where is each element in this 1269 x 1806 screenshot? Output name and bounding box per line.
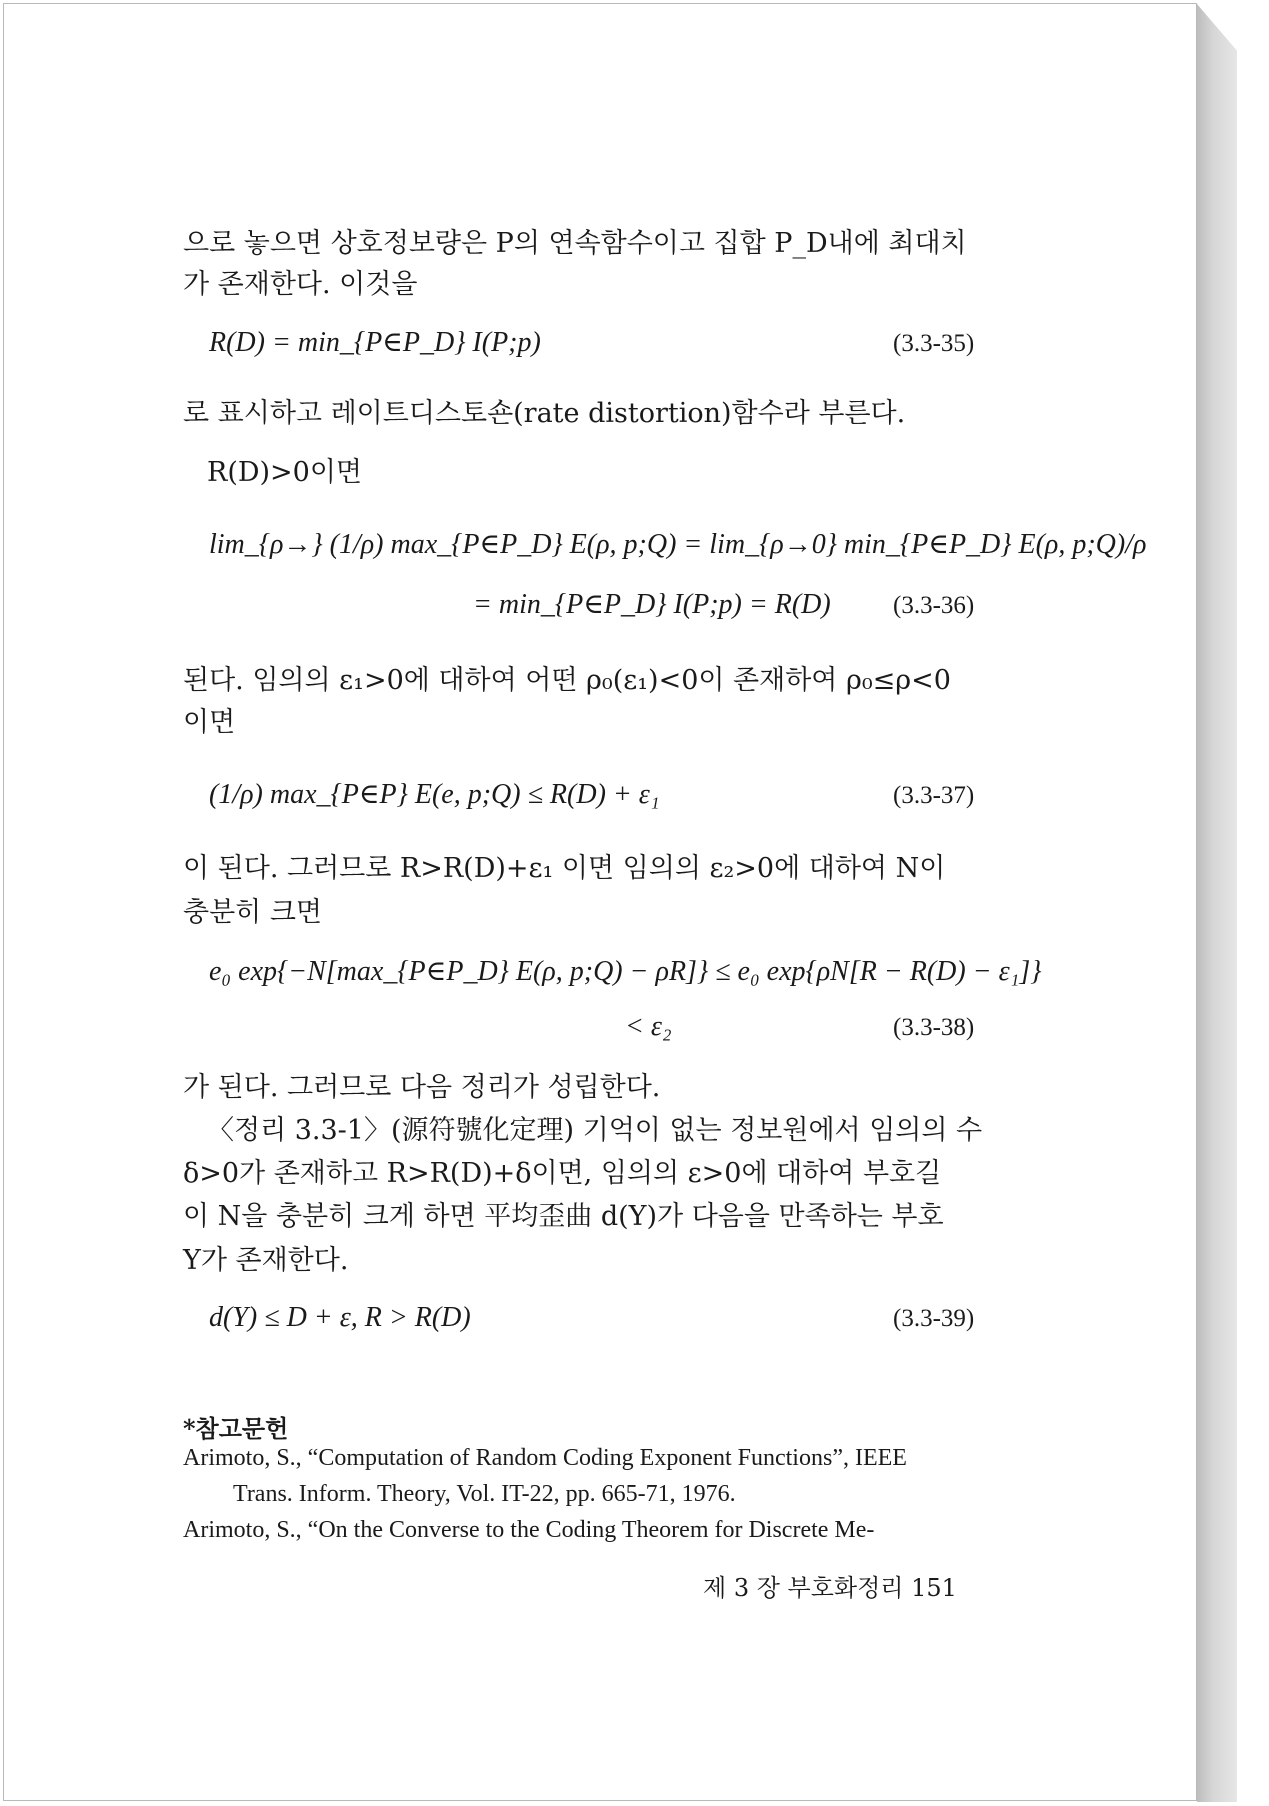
body-line-3: 로 표시하고 레이트디스토숀(rate distortion)함수라 부른다. (183, 398, 906, 429)
body-line-13: Y가 존재한다. (183, 1245, 349, 1276)
reference-2-line-1: Arimoto, S., “On the Converse to the Coding Theorem for Discrete Me- (183, 1517, 875, 1543)
references-heading: *참고문헌 (183, 1414, 289, 1443)
equation-number-39: (3.3-39) (893, 1305, 975, 1332)
equation-3-3-38-a: e₀ exp{−N[max_{P∈P_D} E(ρ, p;Q) − ρR]} ≤ e₀ exp{ρN[R − R(D) − ε₁]} (209, 956, 1042, 987)
equation-3-3-37: (1/ρ) max_{P∈P} E(e, p;Q) ≤ R(D) + ε₁ (209, 779, 660, 810)
body-line-11: δ>0가 존재하고 R>R(D)+δ이면, 임의의 ε>0에 대하여 부호길 (183, 1158, 942, 1189)
page-footer: 제 3 장 부호화정리 151 (703, 1574, 957, 1602)
body-line-7: 이 된다. 그러므로 R>R(D)+ε₁ 이면 임의의 ε₂>0에 대하여 N이 (183, 853, 946, 884)
equation-number-35: (3.3-35) (893, 330, 975, 357)
equation-3-3-36-b: = min_{P∈P_D} I(P;p) = R(D) (473, 589, 831, 620)
reference-1-line-2: Trans. Inform. Theory, Vol. IT-22, pp. 665-71, 1976. (233, 1481, 736, 1507)
equation-3-3-36-a: lim_{ρ→} (1/ρ) max_{P∈P_D} E(ρ, p;Q) = lim_{ρ→0} min_{P∈P_D} E(ρ, p;Q)/ρ (209, 529, 1147, 560)
body-line-6: 이면 (183, 707, 236, 738)
reference-1-line-1: Arimoto, S., “Computation of Random Coding Exponent Functions”, IEEE (183, 1445, 907, 1471)
body-line-10: 〈정리 3.3-1〉(源符號化定理) 기억이 없는 정보원에서 임의의 수 (207, 1115, 983, 1146)
body-line-2: 가 존재한다. 이것을 (183, 269, 418, 300)
equation-number-38: (3.3-38) (893, 1014, 975, 1041)
equation-number-36: (3.3-36) (893, 592, 975, 619)
equation-3-3-38-b: < ε₂ (625, 1011, 672, 1042)
equation-number-37: (3.3-37) (893, 782, 975, 809)
body-line-12: 이 N을 충분히 크게 하면 平均歪曲 d(Y)가 다음을 만족하는 부호 (183, 1201, 944, 1232)
equation-3-3-35: R(D) = min_{P∈P_D} I(P;p) (209, 327, 541, 358)
body-line-4: R(D)>0이면 (207, 457, 363, 488)
body-line-9: 가 된다. 그러므로 다음 정리가 성립한다. (183, 1072, 661, 1103)
page-edge (1197, 4, 1237, 1802)
body-line-1: 으로 놓으면 상호정보량은 P의 연속함수이고 집합 P_D내에 최대치 (183, 228, 967, 259)
body-line-5: 된다. 임의의 ε₁>0에 대하여 어떤 ρ₀(ε₁)<0이 존재하여 ρ₀≤ρ<0 (183, 665, 951, 696)
equation-3-3-39: d(Y) ≤ D + ε, R > R(D) (209, 1302, 471, 1333)
body-line-8: 충분히 크면 (183, 897, 322, 928)
